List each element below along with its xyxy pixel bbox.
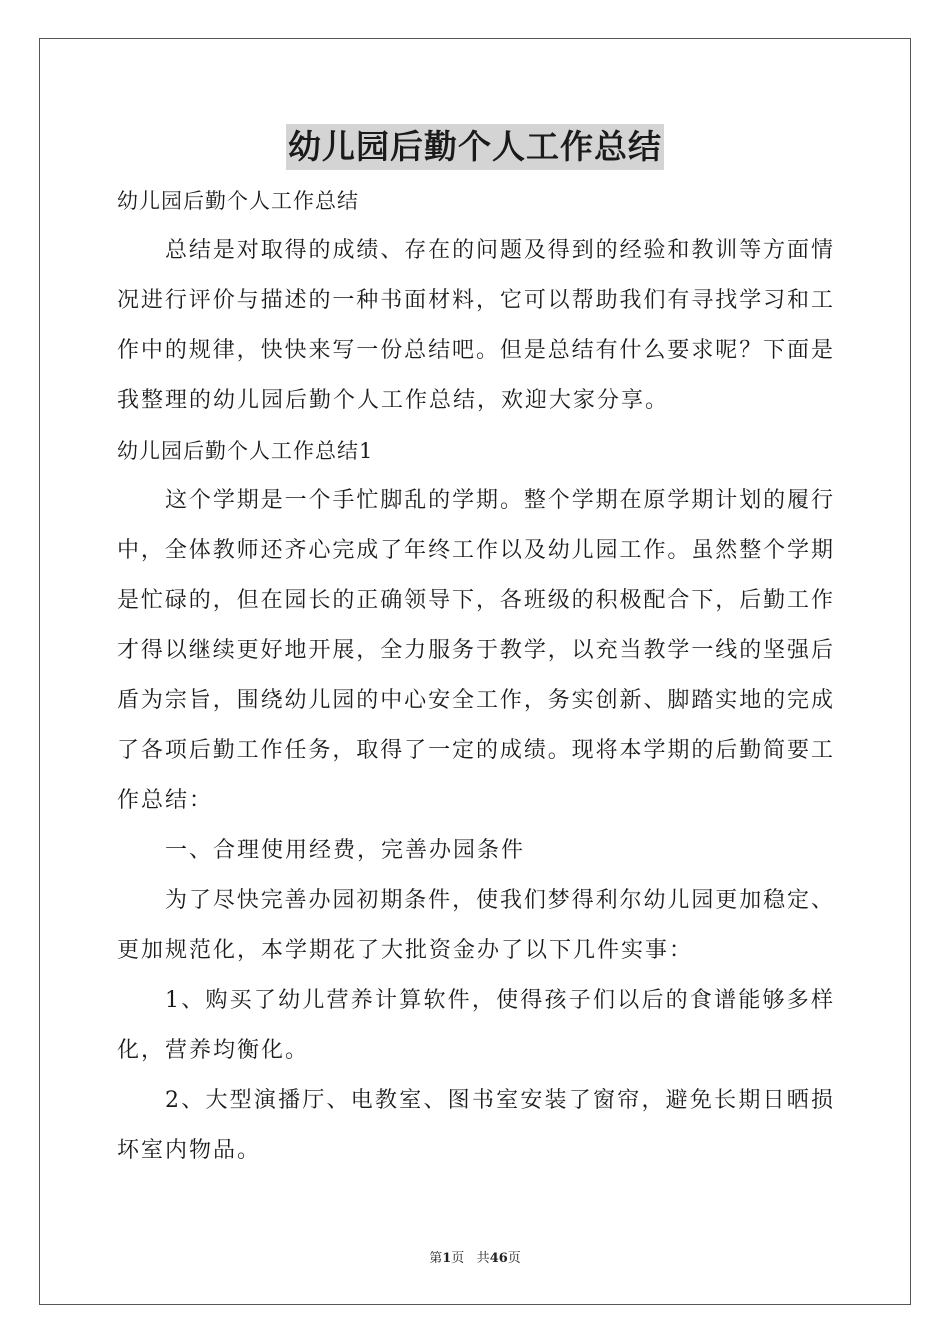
para-line: 了各项后勤工作任务，取得了一定的成绩。现将本学期的后勤简要工 (117, 738, 833, 763)
intro-line: 总结是对取得的成绩、存在的问题及得到的经验和教训等方面情 (165, 238, 833, 263)
para-line: 才得以继续更好地开展，全力服务于教学，以充当教学一线的坚强后 (117, 638, 833, 663)
heading: 一、合理使用经费，完善办园条件 (165, 838, 526, 863)
total-label-pre: 共 (476, 1251, 490, 1266)
total-label-post: 页 (507, 1251, 521, 1266)
page-footer (0, 1247, 950, 1266)
subtitle: 幼儿园后勤个人工作总结 (117, 189, 359, 213)
list-item-line: 2、大型演播厅、电教室、图书室安装了窗帘，避免长期日晒损 (165, 1088, 833, 1113)
page-total: 46 (489, 1251, 508, 1266)
document-title: 幼儿园后勤个人工作总结 (286, 124, 664, 170)
para-line: 作总结： (117, 788, 214, 813)
para-line: 盾为宗旨，围绕幼儿园的中心安全工作，务实创新、脚踏实地的完成 (117, 688, 833, 713)
para-line: 更加规范化，本学期花了大批资金办了以下几件实事： (117, 938, 694, 963)
page-label-mid: 页 (451, 1251, 465, 1266)
para-line: 是忙碌的，但在园长的正确领导下，各班级的积极配合下，后勤工作 (117, 588, 833, 613)
section-title: 幼儿园后勤个人工作总结1 (117, 439, 374, 463)
document-body (117, 176, 833, 1176)
para-line: 这个学期是一个手忙脚乱的学期。整个学期在原学期计划的履行 (165, 488, 833, 513)
para-line: 为了尽快完善办园初期条件，使我们梦得利尔幼儿园更加稳定、 (165, 888, 833, 913)
intro-line: 况进行评价与描述的一种书面材料，它可以帮助我们有寻找学习和工 (117, 288, 833, 313)
page-label-pre: 第 (429, 1251, 443, 1266)
para-line: 中，全体教师还齐心完成了年终工作以及幼儿园工作。虽然整个学期 (117, 538, 833, 563)
intro-line: 作中的规律，快快来写一份总结吧。但是总结有什么要求呢？下面是 (117, 338, 833, 363)
intro-line: 我整理的幼儿园后勤个人工作总结，欢迎大家分享。 (117, 388, 670, 413)
list-item-line: 1、购买了幼儿营养计算软件，使得孩子们以后的食谱能够多样 (165, 988, 833, 1013)
list-item-line: 坏室内物品。 (117, 1138, 262, 1163)
title-wrap (0, 124, 950, 170)
page-current: 1 (442, 1251, 452, 1266)
list-item-line: 化，营养均衡化。 (117, 1038, 310, 1063)
